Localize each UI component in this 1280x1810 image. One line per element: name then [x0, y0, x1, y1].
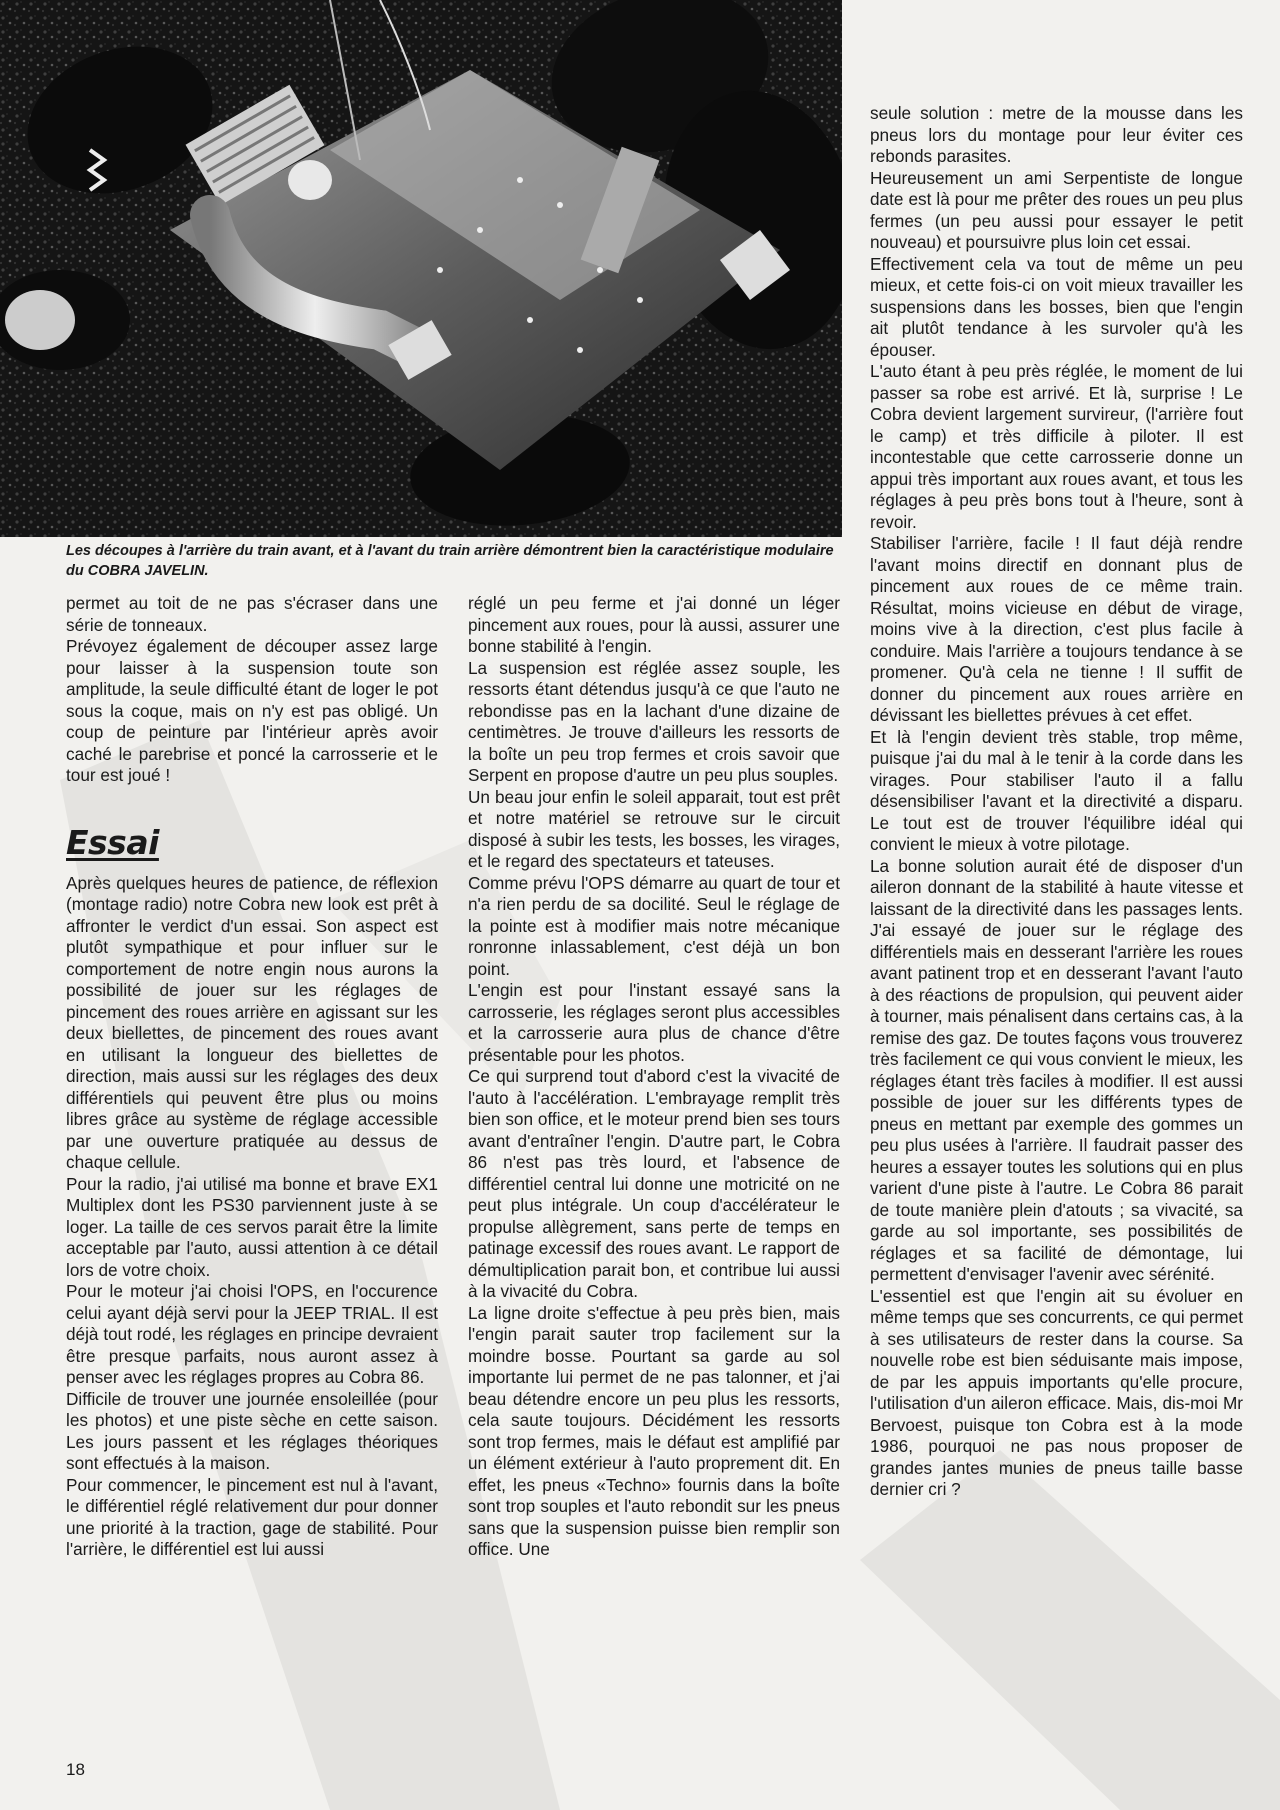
- article-column-1: [66, 593, 438, 1561]
- paragraph: Un beau jour enfin le soleil apparait, tout est prêt et notre matériel se retrouve sur le circuit disposé à subir les tests, les bosses, les virages, et le regard des spectateurs et tateuses.: [468, 786, 840, 871]
- paragraph: La bonne solution aurait été de disposer d'un aileron donnant de la stabilité à haute vitesse et laissant de la directivité dans les passages lents. J'ai essayé de jouer sur le réglage des différentiels mais en desserant l'arrière les roues avant patinent trop et en desserant l'avant l'auto à des réactions de propulsion, qui peuvent aider à tourner, mais pénalisent dans certains cas, à la remise des gaz. De toutes façons vous trouverez très facilement ce qui vous convient le mieux, les réglages étant très faciles à modifier. Il est aussi possible de jouer sur les différents types de pneus en mettant par exemple des gommes un peu plus usées à l'arrière. Il faudrait passer des heures a essayer toutes les solutions qui en plus varient d'une piste à l'autre. Le Cobra 86 parait de toute manière plein d'atouts ; sa vivacité, sa garde au sol importante, ses possibilités de réglages et sa facilité de démontage, lui permettent d'envisager l'avenir avec sérénité.: [870, 855, 1243, 1284]
- car-photo: [0, 0, 842, 537]
- paragraph: Difficile de trouver une journée ensoleillée (pour les photos) et une piste sèche en cette saison. Les jours passent et les réglages théoriques sont effectués à la maison.: [66, 1388, 438, 1473]
- paragraph: Et là l'engin devient très stable, trop même, puisque j'ai du mal à le tenir à la corde dans les virages. Pour stabiliser l'auto il a fallu désensibiliser l'avant et la directivité a disparu. Le tout est de trouver l'équilibre idéal qui convient le mieux à votre pilotage.: [870, 726, 1243, 854]
- paragraph: Effectivement cela va tout de même un peu mieux, et cette fois-ci on voit mieux travailler les suspensions dans les bosses, bien que l'engin ait plutôt tendance à les survoler qu'à les épouser.: [870, 253, 1243, 360]
- paragraph: seule solution : metre de la mousse dans les pneus lors du montage pour leur éviter ces rebonds parasites.: [870, 103, 1243, 166]
- paragraph: Stabiliser l'arrière, facile ! Il faut déjà rendre l'avant moins directif en donnant plus de pincement aux roues de ce même train. Résultat, moins vicieuse en début de virage, moins vive à la direction, c'est plus facile à conduire. Mais l'arrière a toujours tendance à se promener. Qu'à cela ne tienne ! Il suffit de donner du pincement aux roues arrière en dévissant les biellettes prévues à cet effet.: [870, 533, 1243, 725]
- paragraph: La ligne droite s'effectue à peu près bien, mais l'engin parait sauter trop facilement sur la moindre bosse. Pourtant sa garde au sol importante lui permet de ne pas talonner, et j'ai beau détendre encore un peu plus les ressorts, cela saute toujours. Décidément les ressorts sont trop fermes, mais le défaut est amplifié par un élément extérieur à l'auto proprement dit. En effet, les pneus «Techno» fournis dans la boîte sont trop souples et l'auto rebondit sur les pneus sans que la suspension puisse bien remplir son office. Une: [468, 1302, 840, 1559]
- paragraph: La suspension est réglée assez souple, les ressorts étant détendus jusqu'à ce que l'auto ne rebondisse pas en la lachant d'une dizaine de centimètres. Je trouve d'ailleurs les ressorts de la boîte un peu trop fermes et crois savoir que Serpent en propose d'autre un peu plus souples.: [468, 657, 840, 785]
- article-column-3: [870, 103, 1243, 1501]
- paragraph: Comme prévu l'OPS démarre au quart de tour et n'a rien perdu de sa docilité. Seul le réglage de la pointe est à modifier mais notre mécanique ronronne inlassablement, c'est déjà un bon point.: [468, 872, 840, 979]
- paragraph: Pour la radio, j'ai utilisé ma bonne et brave EX1 Multiplex dont les PS30 parviennent juste à se loger. La taille de ces servos parait être la limite acceptable par l'auto, aussi attention à ce détail lors de votre choix.: [66, 1173, 438, 1280]
- paragraph: Pour commencer, le pincement est nul à l'avant, le différentiel réglé relativement dur pour donner une priorité à la traction, gage de stabilité. Pour l'arrière, le différentiel est lui aussi: [66, 1474, 438, 1559]
- paragraph: Après quelques heures de patience, de réflexion (montage radio) notre Cobra new look est prêt à affronter le verdict d'un essai. Son aspect est plutôt sympathique et pour influer sur le comportement de notre engin nous aurons la possibilité de jouer sur les réglages de pincement des roues arrière en agissant sur les deux biellettes, de pincement des roues avant en utilisant la longueur des biellettes de direction, mais aussi sur les réglages des deux différentiels qui peuvent être plus ou moins libres grâce au système de réglage accessible par une ouverture pratiquée au dessus de chaque cellule.: [66, 872, 438, 1172]
- section-heading: Essai: [66, 822, 159, 862]
- paragraph: L'engin est pour l'instant essayé sans la carrosserie, les réglages seront plus accessibles et la carrosserie aura plus de chance d'être présentable pour les photos.: [468, 980, 840, 1065]
- page-number: 18: [66, 1760, 85, 1779]
- paragraph: Ce qui surprend tout d'abord c'est la vivacité de l'auto à l'accélération. L'embrayage remplit très bien son office, et le moteur prend bien ses tours avant d'entraîner l'engin. D'autre part, le Cobra 86 n'est pas très lourd, et l'absence de différentiel central lui donne une motricité on ne peut plus intégrale. Un coup d'accélérateur le propulse allègrement, sans perte de temps en patinage excessif des roues avant. Le rapport de démultiplication parait bon, et contribue lui aussi à la vivacité du Cobra.: [468, 1066, 840, 1301]
- paragraph: L'auto étant à peu près réglée, le moment de lui passer sa robe est arrivé. Et là, surprise ! Le Cobra devient largement survireur, (l'arrière fout le camp) et très difficile à piloter. Il est incontestable que cette carrosserie donne un appui très important aux roues avant, et tous les réglages à peu près bons tout à l'heure, sont à revoir.: [870, 361, 1243, 532]
- paragraph: Prévoyez également de découper assez large pour laisser à la suspension toute son amplitude, la seule difficulté étant de loger le pot sous la coque, mais on n'y est pas obligé. Un coup de peinture par l'intérieur après avoir caché le parebrise et poncé la carrosserie et le tour est joué !: [66, 636, 438, 785]
- car-photo-image: [0, 0, 842, 537]
- paragraph: réglé un peu ferme et j'ai donné un léger pincement aux roues, pour là aussi, assurer une bonne stabilité à l'engin.: [468, 593, 840, 656]
- paragraph: Heureusement un ami Serpentiste de longue date est là pour me prêter des roues un peu plus fermes (un peu aussi pour essayer le petit nouveau) et poursuivre plus loin cet essai.: [870, 167, 1243, 252]
- photo-caption: Les découpes à l'arrière du train avant, et à l'avant du train arrière démontrent bien la caractéristique modulaire du COBRA JAVELIN.: [66, 543, 834, 579]
- paragraph: L'essentiel est que l'engin ait su évoluer en même temps que ses concurrents, ce qui permet à ses utilisateurs de rester dans la course. Sa nouvelle robe est bien séduisante mais impose, de par les appuis importants qu'elle procure, l'utilisation d'un aileron efficace. Mais, dis-moi Mr Bervoest, puisque ton Cobra est à la mode 1986, pourquoi ne pas nous proposer de grandes jantes munies de pneus taille basse dernier cri ?: [870, 1285, 1243, 1499]
- article-column-2: [468, 593, 840, 1561]
- paragraph: permet au toit de ne pas s'écraser dans une série de tonneaux.: [66, 593, 438, 635]
- paragraph: Pour le moteur j'ai choisi l'OPS, en l'occurence celui ayant déjà servi pour la JEEP TRIAL. Il est déjà tout rodé, les réglages en principe devraient être presque parfaits, nous auront assez à penser avec les réglages propres au Cobra 86.: [66, 1281, 438, 1387]
